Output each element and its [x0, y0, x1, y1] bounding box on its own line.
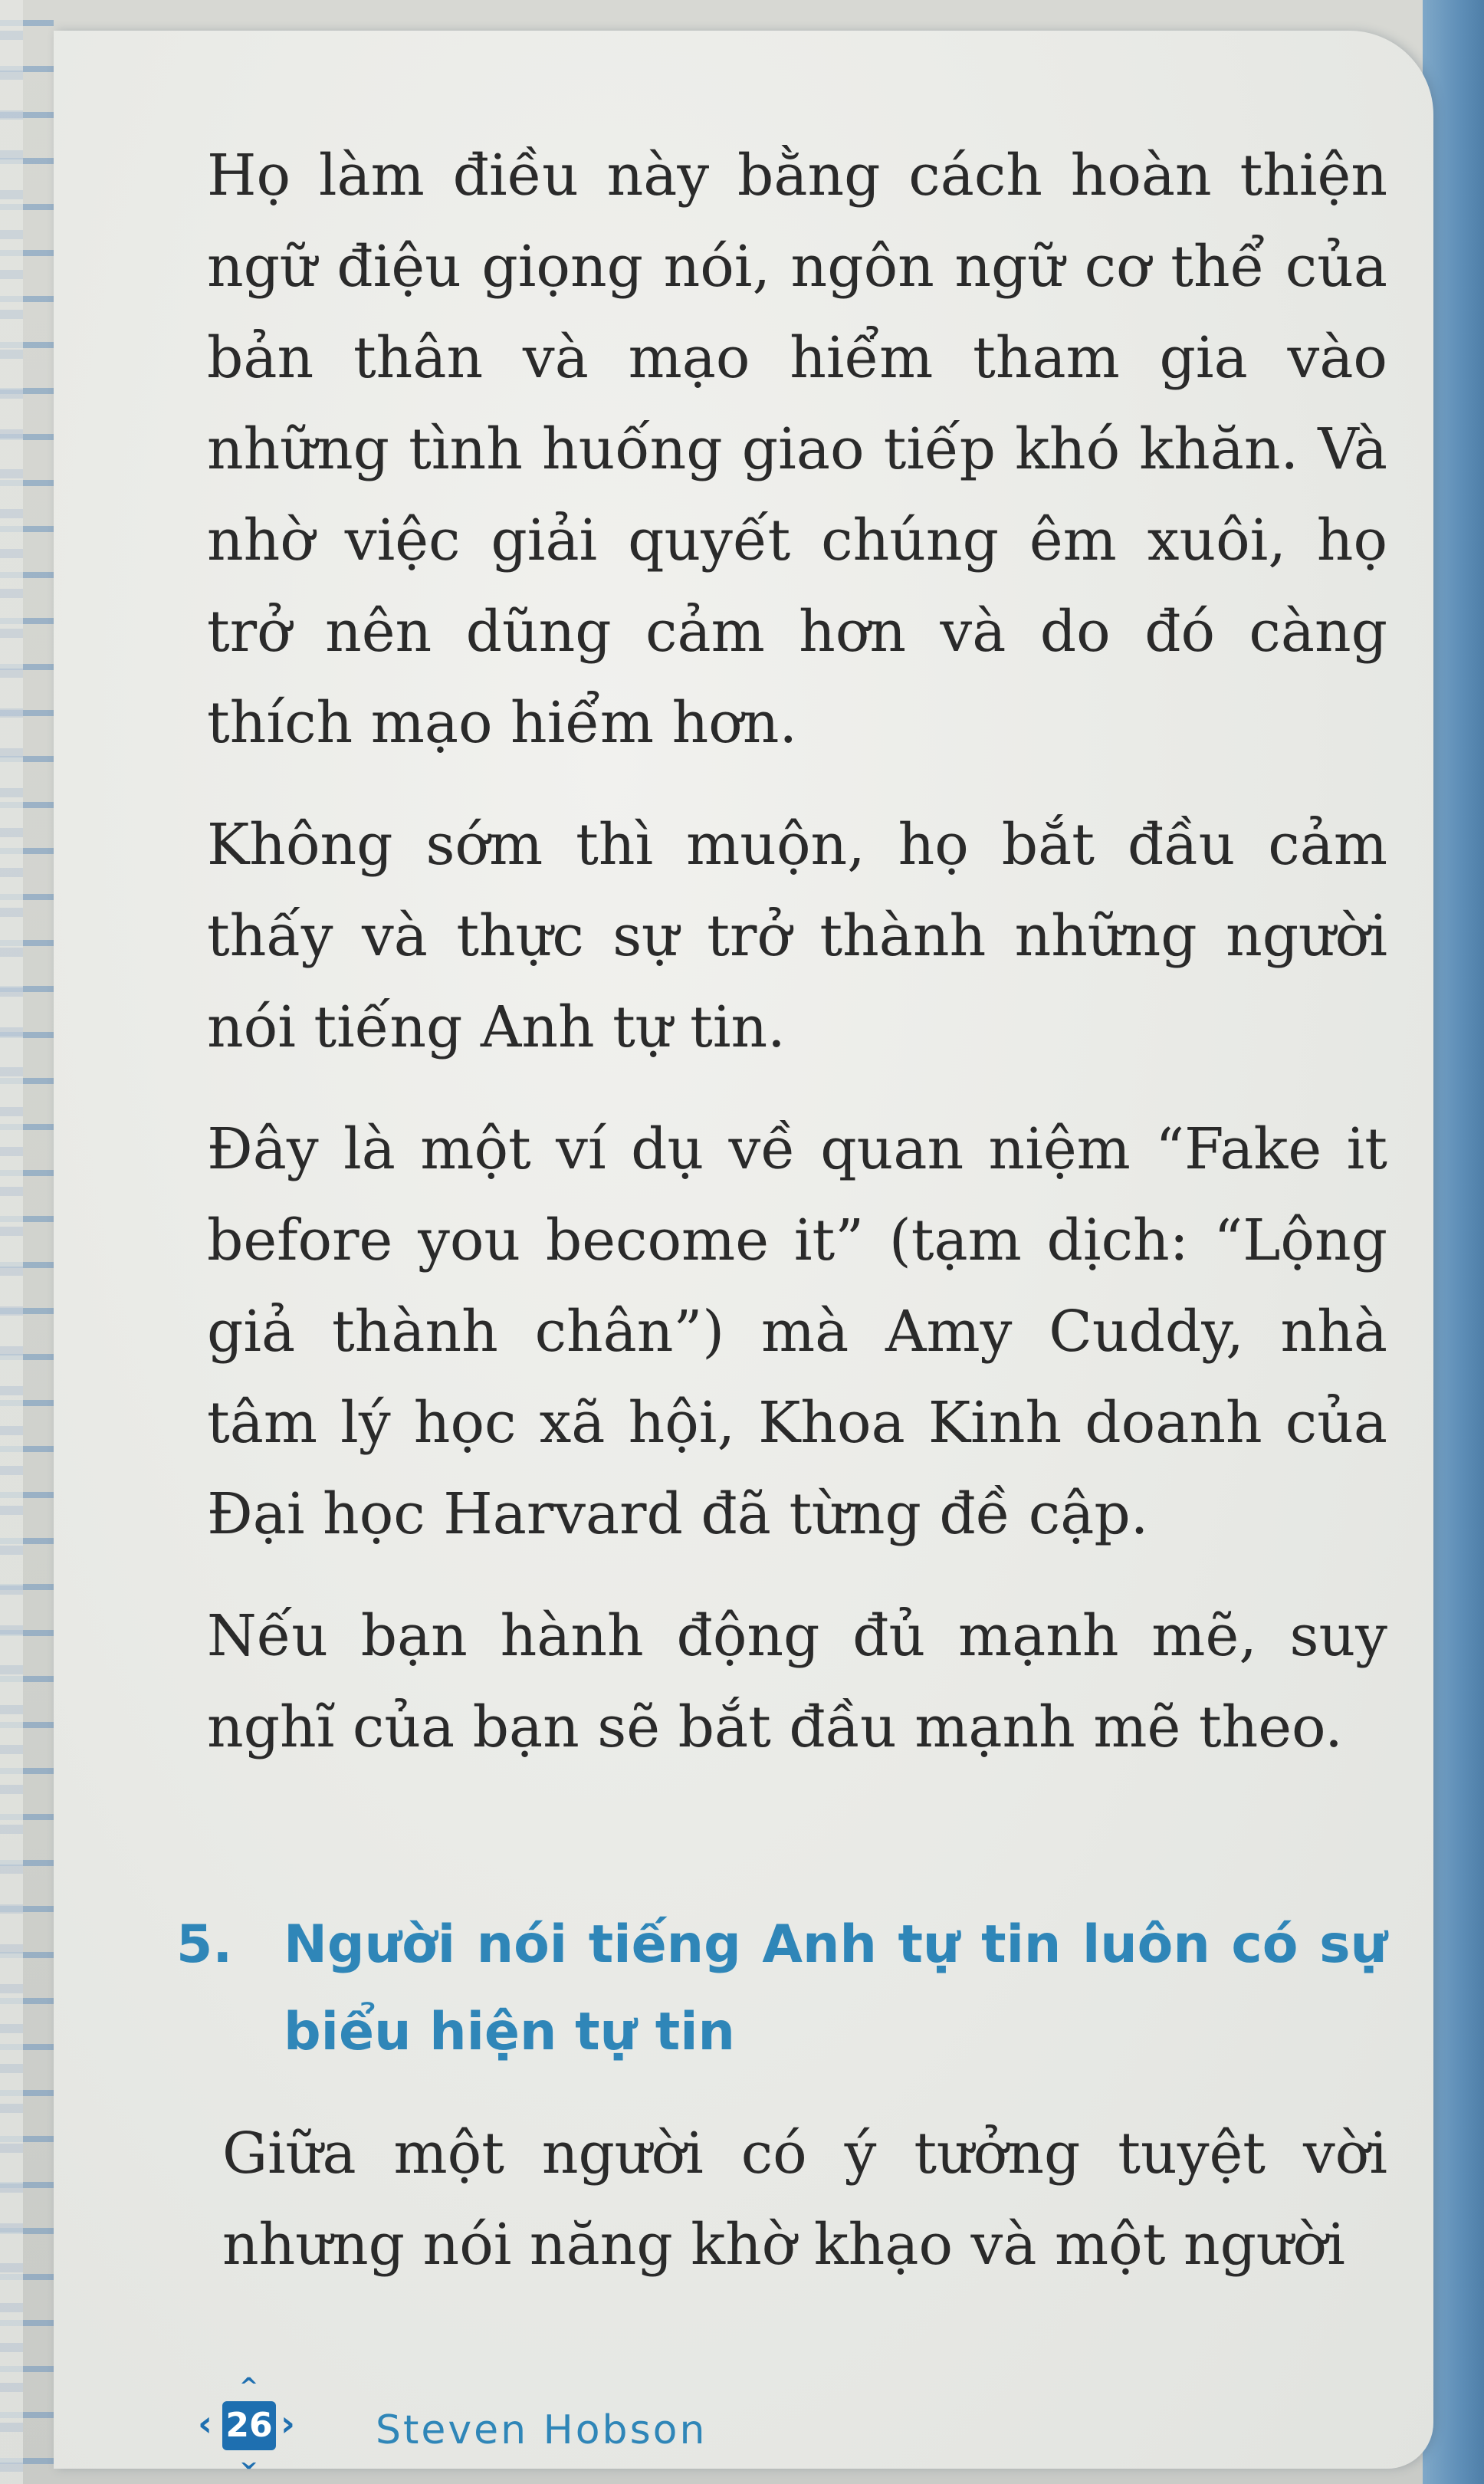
paragraph-3: Đây là một ví dụ về quan niệm “Fake it before you become it” (tạm dịch: “Lộng giả thành chân”) mà Amy Cuddy, nhà tâm lý học xã hội, Khoa Kinh doanh của Đại học Harvard đã từng đề cập.: [207, 1116, 1387, 1547]
paragraph-1: Họ làm điều này bằng cách hoàn thiện ngữ điệu giọng nói, ngôn ngữ cơ thể của bản thân và mạo hiểm tham gia vào những tình huống giao tiếp khó khăn. Và nhờ việc giải quyết chúng êm xuôi, họ trở nên dũng cảm hơn và do đó càng thích mạo hiểm hơn.: [207, 143, 1387, 756]
section-paragraph: Giữa một người có ý tưởng tuyệt vời nhưng nói năng khờ khạo và một người: [222, 2121, 1387, 2278]
page-number: 26: [225, 2406, 273, 2445]
chevron-up-icon: ^: [239, 2374, 259, 2400]
body-text: [207, 130, 1387, 1804]
section-heading: [176, 1901, 1387, 2076]
book-page: [54, 31, 1433, 2472]
chevron-left-icon: ‹: [198, 2403, 212, 2444]
chevron-right-icon: ›: [281, 2403, 295, 2444]
section-number: 5.: [176, 1914, 233, 1975]
page-number-badge: [192, 2374, 307, 2472]
page-footer: [192, 2374, 882, 2472]
paragraph-2: Không sớm thì muộn, họ bắt đầu cảm thấy và thực sự trở thành những người nói tiếng Anh tự tin.: [207, 812, 1387, 1060]
author-name: Steven Hobson: [376, 2407, 708, 2453]
spiral-binding: [0, 0, 54, 2484]
paragraph-4: Nếu bạn hành động đủ mạnh mẽ, suy nghĩ của bạn sẽ bắt đầu mạnh mẽ theo.: [207, 1603, 1387, 1760]
section-title: Người nói tiếng Anh tự tin luôn có sự biểu hiện tự tin: [284, 1914, 1387, 2062]
chevron-down-icon: ^: [239, 2446, 259, 2472]
